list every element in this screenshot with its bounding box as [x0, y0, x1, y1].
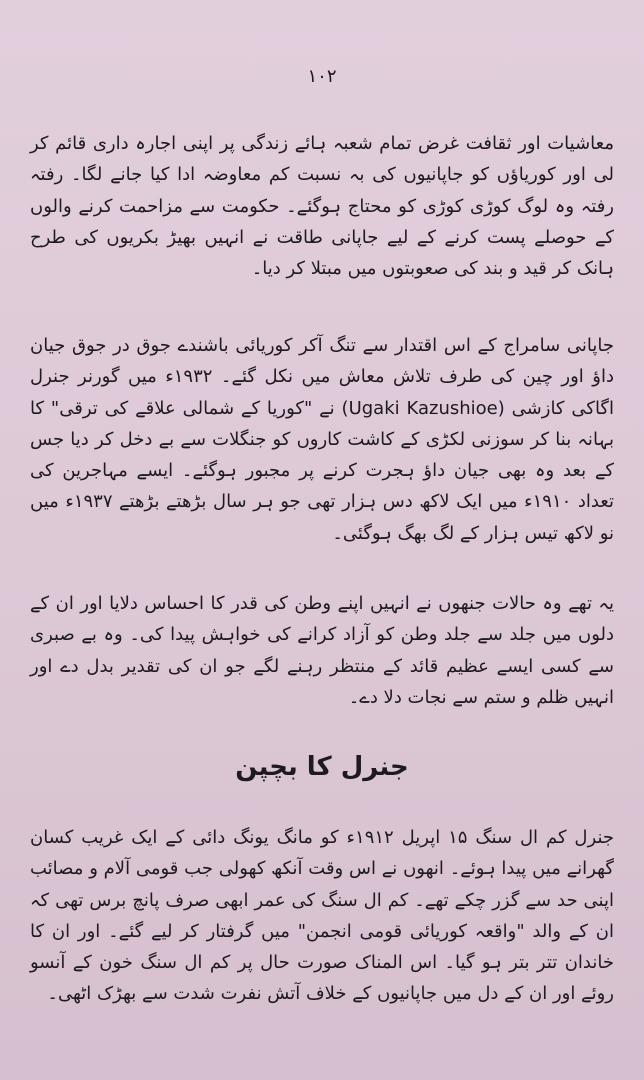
paragraph: [30, 128, 614, 284]
paragraph: [30, 330, 614, 549]
section-heading: جنرل کا بچپن: [235, 752, 409, 782]
paragraph-text: جاپانی سامراج کے اس اقتدار سے تنگ آکر کوریائی باشندے جوق در جوق جیان داؤ اور چین کی طرف تلاش معاش میں نکل گئے۔ ۱۹۳۲ء میں گورنر جنرل اگاکی کازشی (Ugaki Kazushioe) نے "کوریا کے شمالی علاقے کی ترقی" کا بہانہ بنا کر سوزنی لکڑی کے کاشت کاروں کو جنگلات سے بے دخل کر دیا جس کے بعد وہ بھی جیان داؤ ہجرت کرنے پر مجبور ہوگئے۔ ایسے مہاجرین کی تعداد ۱۹۱۰ء میں ایک لاکھ دس ہزار تھی جو ہر سال بڑھتے بڑھتے ۱۹۳۷ء میں نو لاکھ تیس ہزار کے لگ بھگ ہوگئی۔: [30, 335, 614, 544]
paragraph-text: جنرل کم ال سنگ ۱۵ اپریل ۱۹۱۲ء کو مانگ یونگ دائی کے ایک غریب کسان گھرانے میں پیدا ہوئے۔ انھوں نے اس وقت آنکھ کھولی جب قومی آلام و مصائب اپنی حد سے گزر چکے تھے۔ کم ال سنگ کی عمر ابھی صرف پانچ برس تھی کہ ان کے والد "واقعہ کوریائی قومی انجمن" میں گرفتار کر لیے گئے۔ اور ان کا خاندان تتر بتر ہو گیا۔ اس المناک صورت حال پر کم ال سنگ خون کے آنسو روئے اور ان کے دل میں جاپانیوں کے خلاف آتش نفرت شدت سے بھڑک اٹھی۔: [30, 827, 614, 1005]
paragraph: [30, 588, 614, 713]
paragraph-text: معاشیات اور ثقافت غرض تمام شعبہ ہائے زندگی پر اپنی اجارہ داری قائم کر لی اور کوریاؤں کو جاپانیوں کی بہ نسبت کم معاوضہ ادا کیا جانے لگا۔ رفتہ رفتہ وہ لوگ کوڑی کوڑی کو محتاج ہوگئے۔ حکومت سے مزاحمت کرنے والوں کے حوصلے پست کرنے کے لیے جاپانی طاقت نے انہیں بھیڑ بکریوں کی طرح ہانک کر قید و بند کی صعوبتوں میں مبتلا کر دیا۔: [30, 133, 614, 280]
page-number: ۱۰۲: [307, 66, 337, 87]
paragraph-text: یہ تھے وہ حالات جنھوں نے انہیں اپنے وطن کی قدر کا احساس دلایا اور ان کے دلوں میں جلد سے جلد وطن کو آزاد کرانے کی خواہش پیدا کی۔ وہ بے صبری سے کسی ایسے عظیم قائد کے منتظر رہنے لگے جو ان کی تقدیر بدل دے اور انہیں ظلم و ستم سے نجات دلا دے۔: [30, 593, 614, 708]
paragraph: [30, 822, 614, 1010]
